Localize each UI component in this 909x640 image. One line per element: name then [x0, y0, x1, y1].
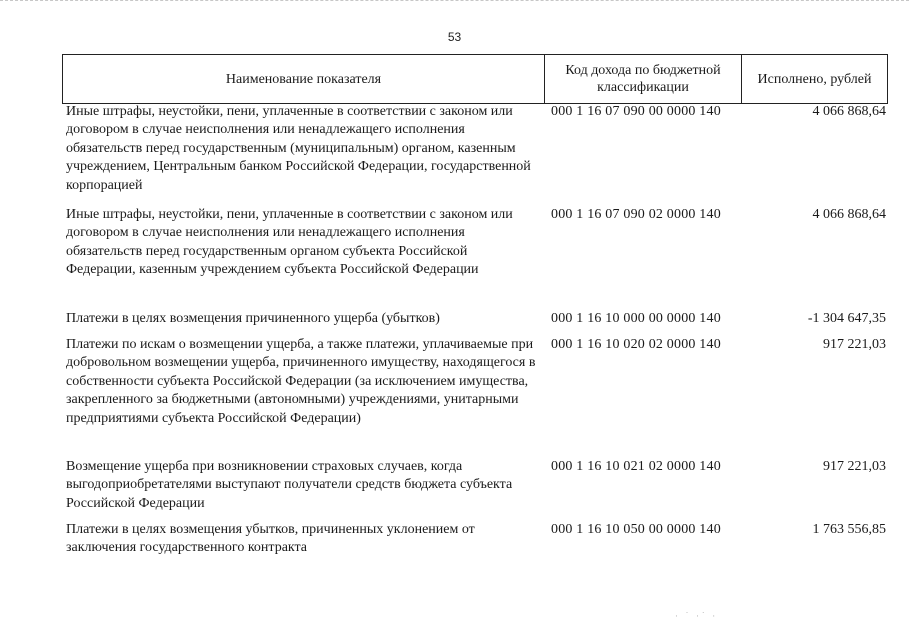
row-indicator-name: Иные штрафы, неустойки, пени, уплаченные в соответствии с законом или договором в случае неисполнения или ненадлежащего исполнения обязательств перед государственным органом субъекта Российской Федерации, казенным учреждением субъекта Российской Федерации — [66, 207, 513, 278]
table-header — [62, 54, 888, 104]
row-executed-amount: 917 221,03 — [823, 459, 886, 474]
scan-top-edge — [0, 0, 909, 3]
row-executed-amount: -1 304 647,35 — [807, 311, 886, 326]
row-indicator-name: Платежи по искам о возмещении ущерба, а также платежи, уплачиваемые при добровольном возмещении ущерба, причиненного имуществу, находящегося в собственности субъекта Российской Федерации (за исключением имущества, закрепленного за бюджетными (автономными) учреждениями, унитарными предприятиями субъекта Российской Федерации) — [66, 337, 536, 426]
row-income-code: 000 1 16 10 021 02 0000 140 — [551, 459, 721, 474]
row-income-code: 000 1 16 07 090 00 0000 140 — [551, 104, 721, 119]
header-income-code: Код дохода по бюджетной классификации — [545, 55, 742, 103]
row-executed-amount: 4 066 868,64 — [812, 207, 886, 222]
page-number: 53 — [447, 30, 462, 44]
scan-artifact: · ˙ ·˙ · — [675, 612, 718, 622]
row-indicator-name: Иные штрафы, неустойки, пени, уплаченные в соответствии с законом или договором в случае неисполнения или ненадлежащего исполнения обязательств перед государственным (муниципальным) органом, казенным учреждением, Центральным банком Российской Федерации, государственной корпорацией — [66, 104, 531, 193]
header-executed-amount: Исполнено, рублей — [757, 71, 872, 87]
row-executed-amount: 917 221,03 — [823, 337, 886, 352]
row-executed-amount: 4 066 868,64 — [812, 104, 886, 119]
row-income-code: 000 1 16 10 050 00 0000 140 — [551, 522, 721, 537]
row-income-code: 000 1 16 10 020 02 0000 140 — [551, 337, 721, 352]
row-indicator-name: Возмещение ущерба при возникновении страховых случаев, когда выгодоприобретателями выступают получатели средств бюджета субъекта Российской Федерации — [66, 459, 513, 511]
row-income-code: 000 1 16 10 000 00 0000 140 — [551, 311, 721, 326]
header-indicator-name: Наименование показателя — [63, 55, 545, 103]
row-income-code: 000 1 16 07 090 02 0000 140 — [551, 207, 721, 222]
row-indicator-name: Платежи в целях возмещения убытков, причиненных уклонением от заключения государственного контракта — [66, 522, 475, 556]
row-indicator-name: Платежи в целях возмещения причиненного ущерба (убытков) — [66, 311, 440, 326]
row-executed-amount: 1 763 556,85 — [812, 522, 886, 537]
